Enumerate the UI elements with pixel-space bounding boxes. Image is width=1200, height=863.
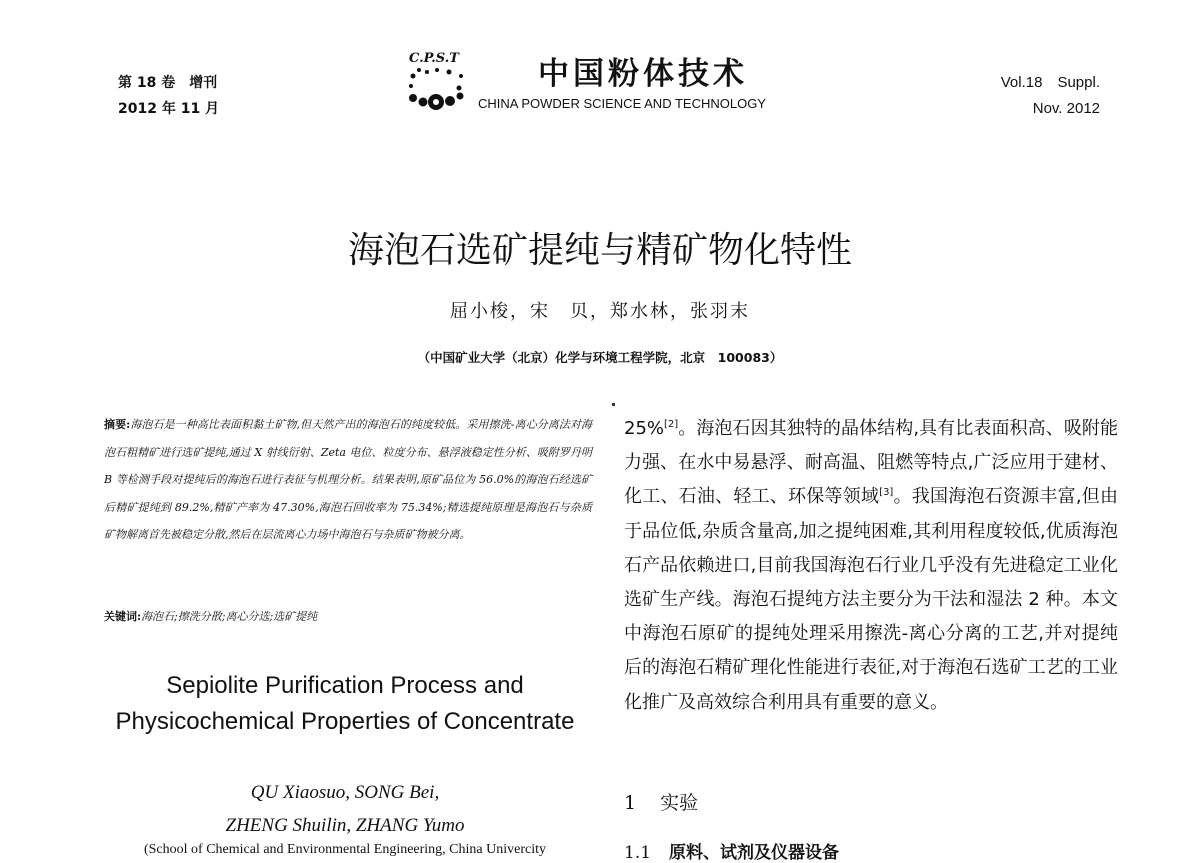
body-part2: 。我国海泡石资源丰富,但由于品位低,杂质含量高,加之提纯困难,其利用程度较低,优质海泡石产品依赖进口,目前我国海泡石行业几乎没有先进稳定工业化选矿生产线。海泡石提纯方法主要分为干法和湿法 2 种。本文中海泡石原矿的提纯处理采用擦洗-离心分离的工艺,并对提纯后的海泡石精矿理化性能进行表征,对于海泡石选矿工艺的工业化推广及高效综合利用具有重要的意义。 <box>624 486 1118 713</box>
keywords-label: 关键词: <box>104 610 142 623</box>
abstract-label: 摘要: <box>104 418 131 431</box>
citation: [2] <box>664 419 679 430</box>
logo-dot <box>459 74 463 78</box>
column-marker <box>612 403 615 406</box>
issue-info-en <box>1001 70 1100 122</box>
logo-dot <box>417 68 421 72</box>
affiliation-cn: （中国矿业大学（北京）化学与环境工程学院，北京 100083） <box>417 350 783 365</box>
logo-dot <box>445 96 455 106</box>
logo-text: C.P.S.T <box>409 51 459 66</box>
authors-en-line1: QU Xiaosuo, SONG Bei, <box>250 782 440 803</box>
section-heading-1-1 <box>624 838 839 863</box>
abstract-text: 海泡石是一种高比表面积黏土矿物,但天然产出的海泡石的纯度较低。采用擦洗-离心分离法对海泡石粗精矿进行选矿提纯,通过 X 射线衍射、Zeta 电位、粒度分布、悬浮液稳定性分析、吸附罗丹明 B 等检测手段对提纯后的海泡石进行表征与机理分析。结果表明,原矿品位为 56.0%的海泡石经选矿后精矿提纯到 89.2%,精矿产率为 47.30%,海泡石回收率为 75.34%;精选提纯原理是海泡石与杂质矿物解离首先被稳定分散,然后在层流离心力场中海泡石与杂质矿物被分离。 <box>104 418 592 541</box>
body-part1: 。海泡石因其独特的晶体结构,具有比表面积高、吸附能力强、在水中易悬浮、耐高温、阻燃等特点,广泛应用于建材、化工、石油、轻工、环保等领域 <box>624 418 1118 508</box>
logo-dot <box>419 98 428 107</box>
logo-dot <box>457 86 462 91</box>
logo-dot <box>409 84 413 88</box>
section-title: 实验 <box>660 792 699 814</box>
volume-en: Vol.18 Suppl. <box>1000 74 1100 91</box>
authors-en <box>100 776 590 842</box>
body-lead: 25% <box>624 418 665 439</box>
abstract <box>104 411 592 549</box>
logo-dot <box>435 68 439 72</box>
logo-dot <box>457 93 464 100</box>
issue-info-cn <box>118 70 219 122</box>
date-cn: 2012 年 11 月 <box>118 101 220 117</box>
paper-title-cn: 海泡石选矿提纯与精矿物化特性 <box>347 230 852 271</box>
title-en-line1: Sepiolite Purification Process and <box>166 672 524 699</box>
logo-dot <box>409 94 417 102</box>
logo-dot <box>447 70 452 75</box>
keywords-text: 海泡石;擦洗分散;离心分选;选矿提纯 <box>141 610 318 623</box>
date-en: Nov. 2012 <box>1032 100 1100 117</box>
logo-dot <box>425 70 429 74</box>
paper-title-en <box>100 668 590 740</box>
subsection-title: 原料、试剂及仪器设备 <box>669 843 840 863</box>
citation: [3] <box>879 487 894 499</box>
authors-en-line2: ZHENG Shuilin, ZHANG Yumo <box>225 815 465 836</box>
section-number: 1 <box>624 792 637 814</box>
title-en-line2: Physicochemical Properties of Concentrate <box>115 708 575 735</box>
logo-dot <box>433 99 439 105</box>
journal-title-cn: 中国粉体技术 <box>538 56 748 92</box>
logo-dot <box>411 74 416 79</box>
section-heading-1 <box>624 788 698 815</box>
authors-cn: 屈小梭，宋 贝，郑水林，张羽末 <box>450 301 750 322</box>
body-paragraph <box>624 412 1118 720</box>
affiliation-en: (School of Chemical and Environmental Engineering, China Univercity <box>143 842 546 857</box>
keywords <box>104 608 592 624</box>
subsection-number: 1.1 <box>624 843 652 863</box>
issue-cn: 第 18 卷 增刊 <box>118 75 218 91</box>
journal-logo <box>405 46 473 116</box>
journal-title-en: CHINA POWDER SCIENCE AND TECHNOLOGY <box>478 96 766 111</box>
